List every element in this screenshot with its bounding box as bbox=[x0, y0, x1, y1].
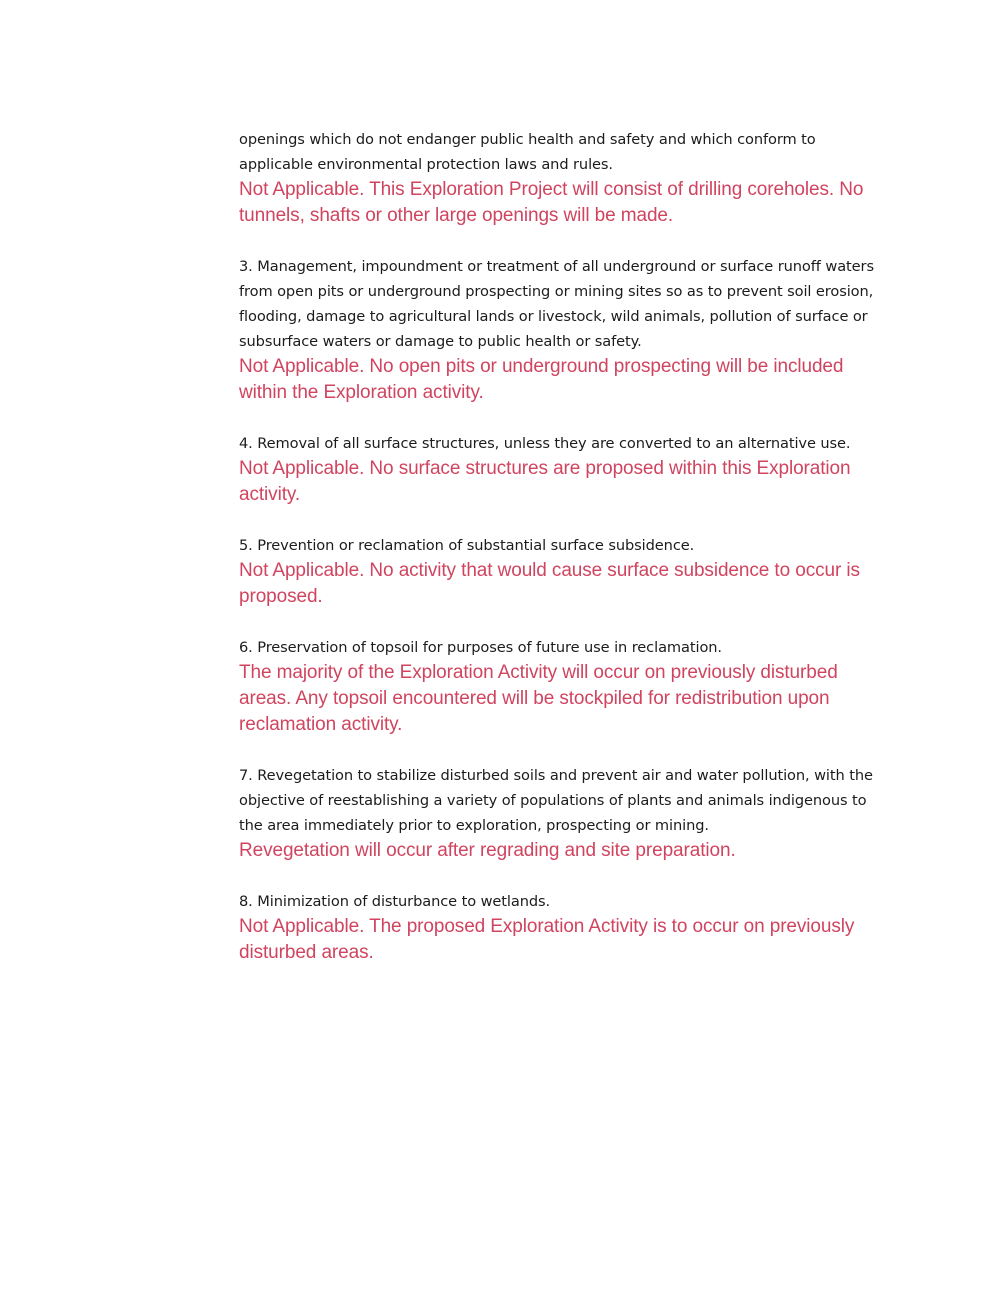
criterion-section-3 bbox=[239, 254, 889, 406]
criterion-text: 7. Revegetation to stabilize disturbed soils and prevent air and water pollution, with the objective of reestablishing a variety of populations of plants and animals indigenous to the area immediately prior to exploration, prospecting or mining. bbox=[239, 767, 873, 834]
criterion-text: 6. Preservation of topsoil for purposes of future use in reclamation. bbox=[239, 639, 722, 656]
section-spacer bbox=[239, 864, 889, 889]
response-text: Revegetation will occur after regrading and site preparation. bbox=[239, 840, 736, 861]
criterion-section-7 bbox=[239, 763, 889, 864]
section-spacer bbox=[239, 508, 889, 533]
criterion-text: 3. Management, impoundment or treatment of all underground or surface runoff waters from open pits or underground prospecting or mining sites so as to prevent soil erosion, flooding, damage to agricultural lands or livestock, wild animals, pollution of surface or subsurface waters or damage to public health or safety. bbox=[239, 258, 874, 350]
criterion-section-4 bbox=[239, 431, 889, 508]
section-spacer bbox=[239, 738, 889, 763]
section-spacer bbox=[239, 229, 889, 254]
criterion-section-5 bbox=[239, 533, 889, 610]
response-text: Not Applicable. No surface structures are proposed within this Exploration activity. bbox=[239, 458, 851, 505]
criterion-text: 4. Removal of all surface structures, unless they are converted to an alternative use. bbox=[239, 435, 851, 452]
criterion-section-2-continued bbox=[239, 127, 889, 229]
criterion-text: 5. Prevention or reclamation of substantial surface subsidence. bbox=[239, 537, 695, 554]
response-text: Not Applicable. The proposed Exploration Activity is to occur on previously disturbed areas. bbox=[239, 916, 855, 963]
response-text: The majority of the Exploration Activity will occur on previously disturbed areas. Any topsoil encountered will be stockpiled for redistribution upon reclamation activity. bbox=[239, 662, 838, 735]
section-spacer bbox=[239, 610, 889, 635]
criterion-section-6 bbox=[239, 635, 889, 738]
document-body bbox=[239, 127, 889, 966]
criterion-section-8 bbox=[239, 889, 889, 966]
response-text: Not Applicable. No open pits or underground prospecting will be included within the Exploration activity. bbox=[239, 356, 844, 403]
criterion-text: 8. Minimization of disturbance to wetlands. bbox=[239, 893, 551, 910]
section-spacer bbox=[239, 406, 889, 431]
criterion-text: openings which do not endanger public health and safety and which conform to applicable environmental protection laws and rules. bbox=[239, 131, 816, 173]
response-text: Not Applicable. This Exploration Project will consist of drilling coreholes. No tunnels, shafts or other large openings will be made. bbox=[239, 179, 864, 226]
response-text: Not Applicable. No activity that would cause surface subsidence to occur is proposed. bbox=[239, 560, 860, 607]
